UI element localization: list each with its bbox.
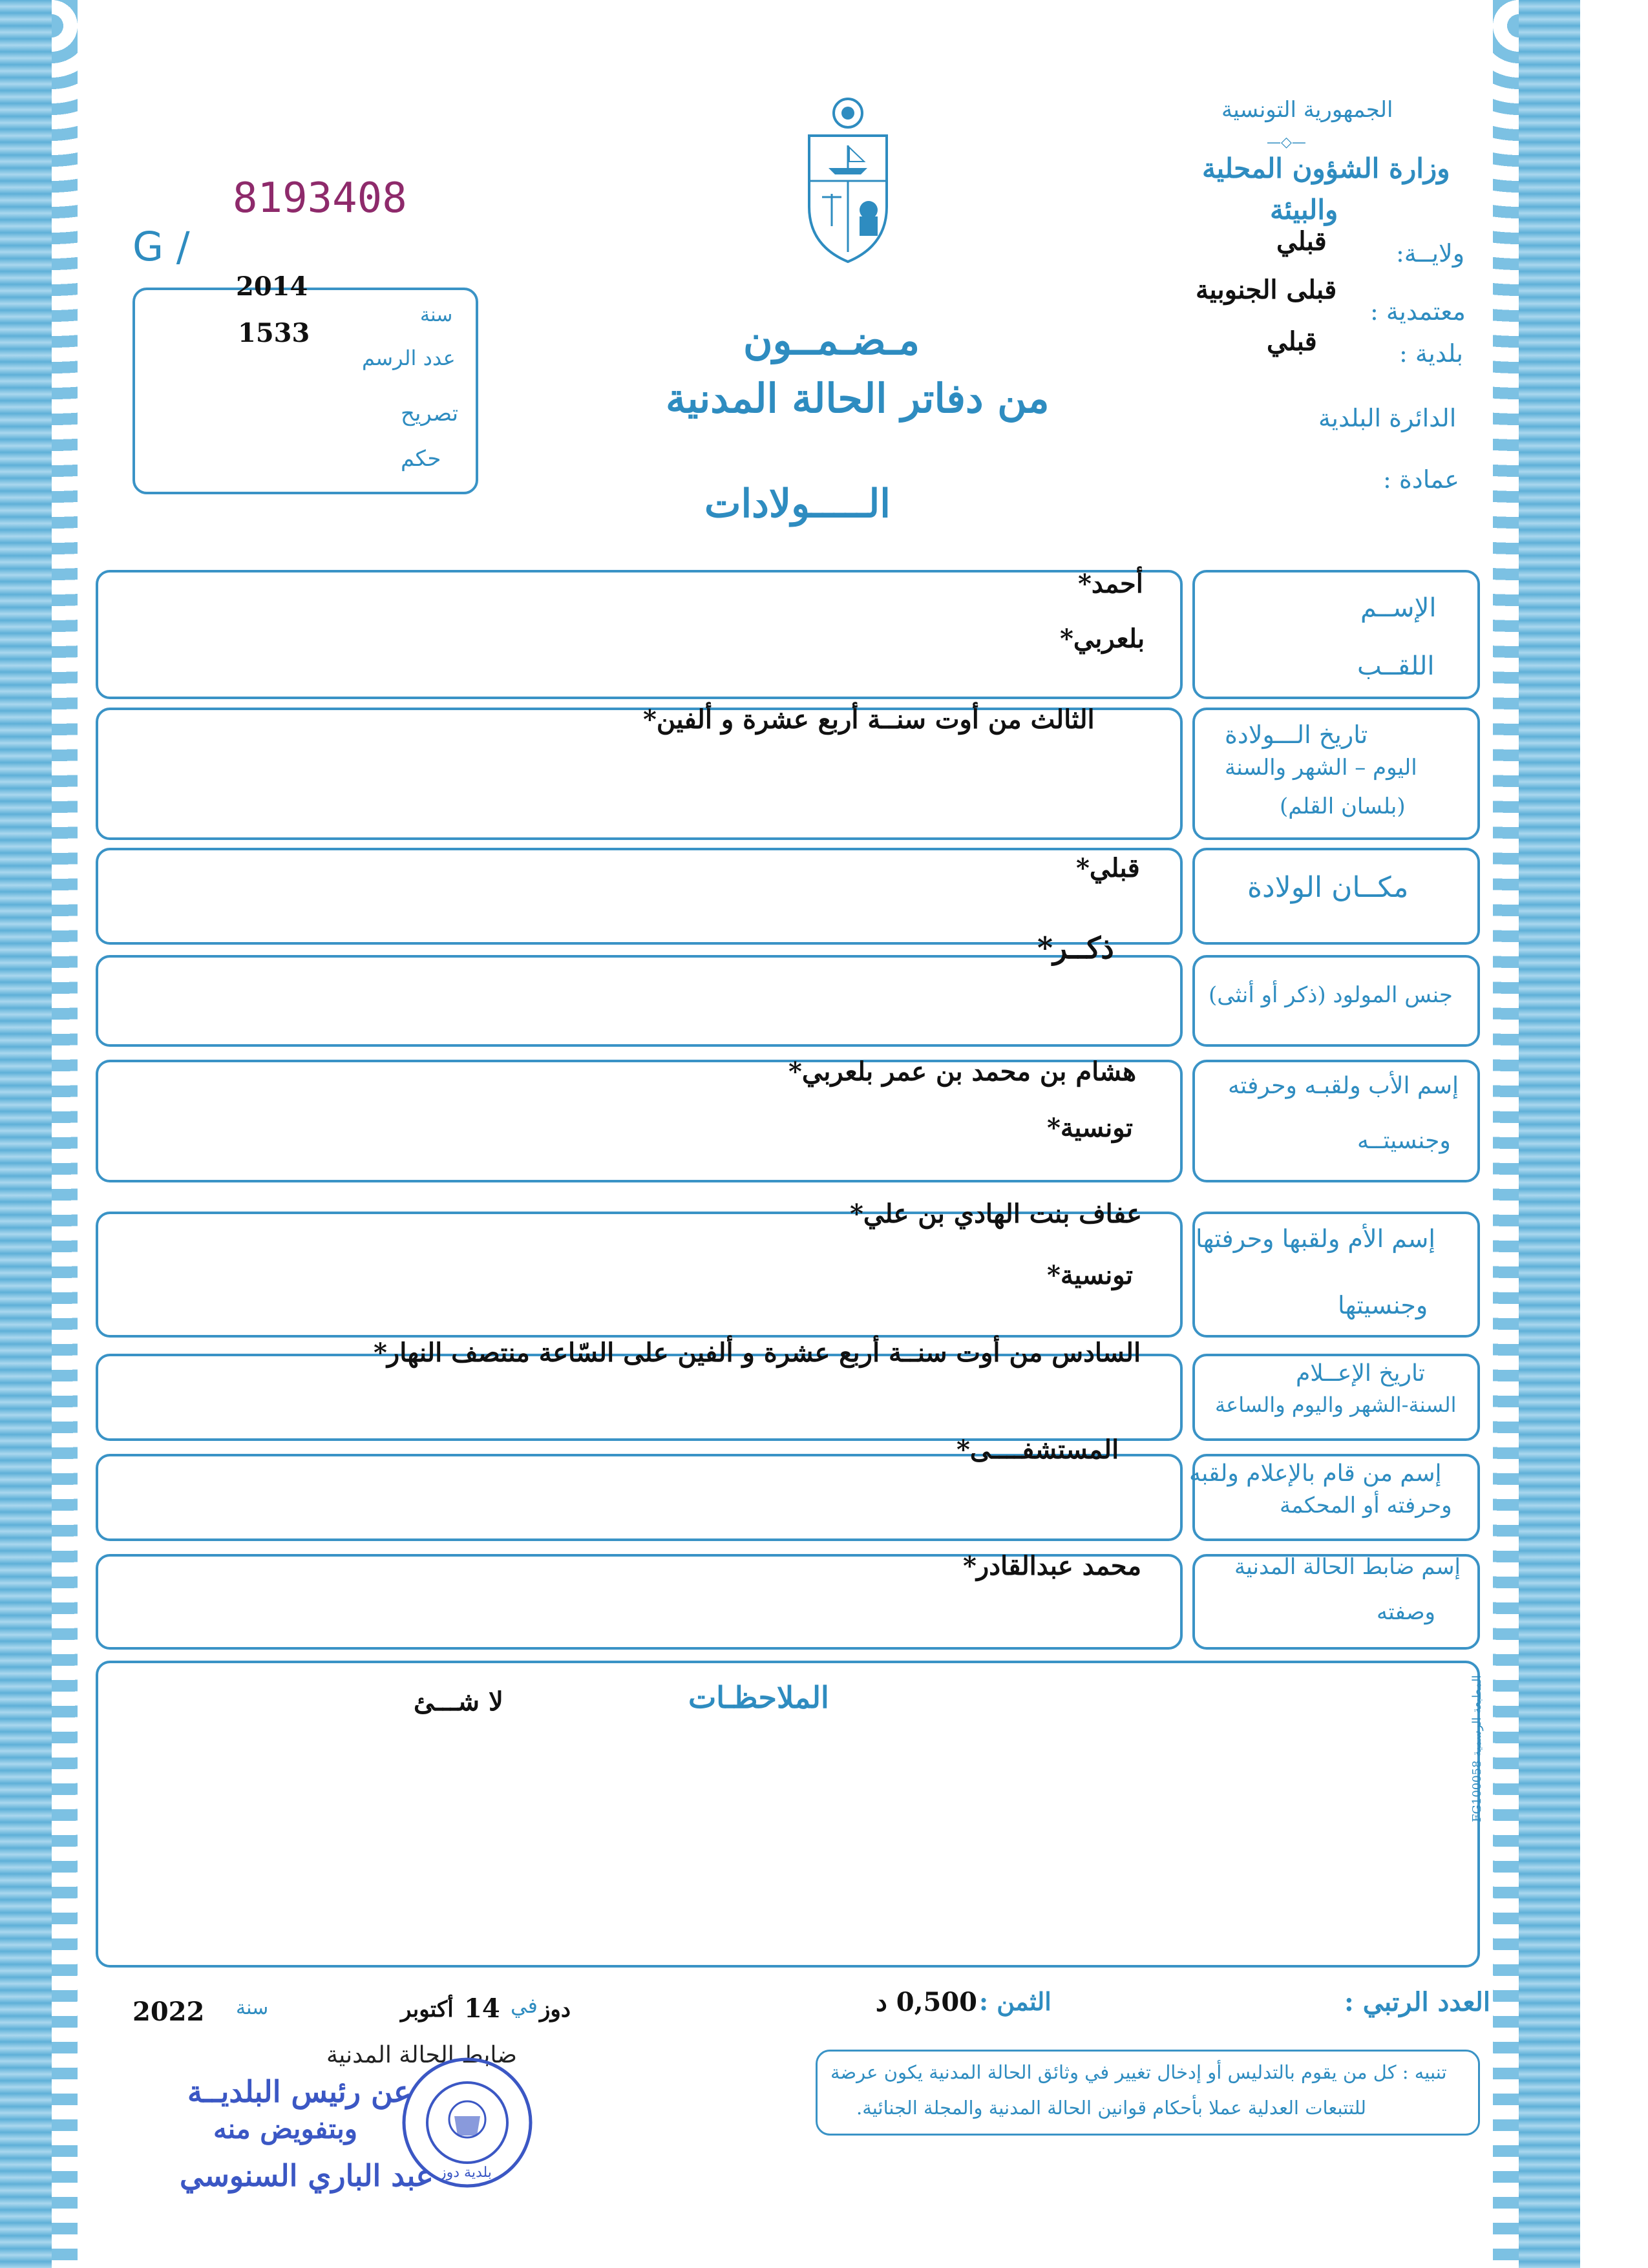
row-father-value: هشام بن محمد بن عمر بلعربي* (788, 1056, 1137, 1087)
row-declarant-sublabel: وحرفته أو المحكمة (1280, 1493, 1452, 1518)
row-declaration-date-value: السادس من أوت سنــة أربع عشرة و ألفين على السّاعة منتصف النهار* (374, 1338, 1141, 1368)
decorative-border-right (1512, 0, 1580, 2268)
row-name-label-box (1192, 570, 1480, 699)
footer-price-label: الثمن : (979, 1987, 1051, 2016)
footer-year-label: سنة (236, 1997, 269, 2019)
row-mother-nationality: تونسية* (1047, 1260, 1134, 1290)
row-birthplace-value: قبلي* (1076, 853, 1140, 883)
register-year-label: سنة (420, 304, 453, 326)
footer-place: دوز (540, 1997, 571, 2022)
stamp-text: بلدية دوز (439, 2165, 492, 2181)
row-name-value: أحمد* (1078, 569, 1143, 599)
row-officer-sublabel: وصفته (1377, 1599, 1435, 1625)
row-birthdate-sublabel: اليوم – الشهر والسنة (1225, 755, 1417, 781)
ministry-name: وزارة الشؤون المحلية (1202, 152, 1450, 184)
row-birthplace-label: مكــان الولادة (1247, 871, 1409, 904)
row-officer-value: محمد عبدالقادر* (963, 1551, 1141, 1581)
row-gender-label: جنس المولود (ذكر أو أنثى) (1209, 982, 1453, 1008)
title-line1: مـضـمــون (743, 317, 920, 364)
footer-in-word: في (511, 1993, 538, 2018)
signature-line1: عن رئيس البلديــة (187, 2074, 412, 2109)
row-declaration-date-label: تاريخ الإعــلام (1296, 1360, 1425, 1387)
baladia-value: قبلي (1267, 326, 1317, 357)
serial-number: 8193408 (233, 174, 407, 222)
row-father-nationality: تونسية* (1047, 1113, 1134, 1143)
row-surname-value: بلعربي* (1060, 624, 1145, 654)
row-mother-sublabel: وجنسيتها (1338, 1291, 1428, 1319)
printer-code: المطبعة الرسمية FG100058 (1470, 1675, 1484, 1822)
republic-name: الجمهورية التونسية (1221, 97, 1393, 123)
footer-year-value: 2022 (132, 1997, 205, 2027)
row-gender-value-box (96, 955, 1183, 1047)
register-judgment-label: حكم (401, 446, 441, 472)
daira-label: الدائرة البلدية (1318, 404, 1457, 432)
motamadia-label: معتمدية : (1370, 297, 1466, 326)
row-birthdate-value: الثالث من أوت سنــة أربع عشرة و ألفين* (643, 704, 1095, 735)
wilaya-value: قبلي (1276, 226, 1327, 257)
register-year-value: 2014 (236, 271, 308, 302)
register-number-label: عدد الرسم (362, 346, 456, 370)
row-father-sublabel: وجنسيتــه (1357, 1128, 1451, 1154)
row-declarant-value: المستشفــــى* (956, 1434, 1119, 1465)
signature-name: عبد الباري السنوسي (180, 2158, 434, 2193)
row-declarant-value-box (96, 1454, 1183, 1541)
row-birthdate-label: تاريخ الـــولادة (1225, 720, 1368, 749)
register-declaration-label: تصريح (401, 401, 459, 426)
warning-line2: للتتبعات العدلية عملا بأحكام قوانين الحالة المدنية والمجلة الجنائية. (856, 2097, 1367, 2119)
row-name-value-box (96, 570, 1183, 699)
header-ornament: —◇— (1267, 134, 1306, 151)
ministry-name-line2: والبيئة (1270, 194, 1338, 226)
footer-serial-label: العدد الرتبي : (1344, 1987, 1490, 2017)
motamadia-value: قبلى الجنوبية (1196, 275, 1337, 305)
row-mother-value: عفاف بنت الهادي بن علي* (850, 1199, 1142, 1229)
signature-line2: وبتفويض منه (213, 2113, 358, 2145)
tunisia-coat-of-arms-icon (796, 97, 900, 265)
row-surname-label: اللقــب (1357, 651, 1435, 681)
notes-value: لا شـــئ (414, 1686, 503, 1717)
baladia-label: بلدية : (1399, 339, 1463, 368)
serial-prefix: G / (132, 223, 190, 270)
row-birthplace-value-box (96, 848, 1183, 945)
decorative-border-left (0, 0, 58, 2268)
row-declaration-date-sublabel: السنة-الشهر واليوم والساعة (1215, 1392, 1457, 1417)
notes-label: الملاحظـات (688, 1680, 829, 1715)
warning-line1: تنبيه : كل من يقوم بالتدليس أو إدخال تغيير في وثائق الحالة المدنية يكون عرضة (830, 2061, 1447, 2083)
row-gender-value: ذكــر* (1037, 930, 1114, 965)
officer-title: ضابط الحالة المدنية (326, 2042, 517, 2068)
row-mother-label: إسم الأم ولقبها وحرفتها (1196, 1224, 1435, 1253)
row-birthdate-note: (بلسان القلم) (1280, 793, 1406, 819)
row-mother-value-box (96, 1212, 1183, 1338)
wilaya-label: ولايــة: (1396, 239, 1465, 268)
row-name-label: الإســم (1360, 593, 1437, 623)
footer-price-value: 0,500 د (876, 1987, 978, 2017)
title-line3: الـــــولادات (704, 481, 891, 527)
row-officer-label: إسم ضابط الحالة المدنية (1234, 1554, 1461, 1580)
register-number-value: 1533 (238, 318, 310, 348)
title-line2: من دفاتر الحالة المدنية (666, 375, 1050, 422)
footer-day: 14 (464, 1993, 500, 2024)
row-declarant-label: إسم من قام بالإعلام ولقبه (1189, 1460, 1442, 1487)
omada-label: عمادة : (1383, 465, 1459, 494)
row-father-label: إسم الأب ولقبـه وحرفته (1228, 1073, 1459, 1099)
footer-month: أكتوبر (401, 1997, 454, 2022)
